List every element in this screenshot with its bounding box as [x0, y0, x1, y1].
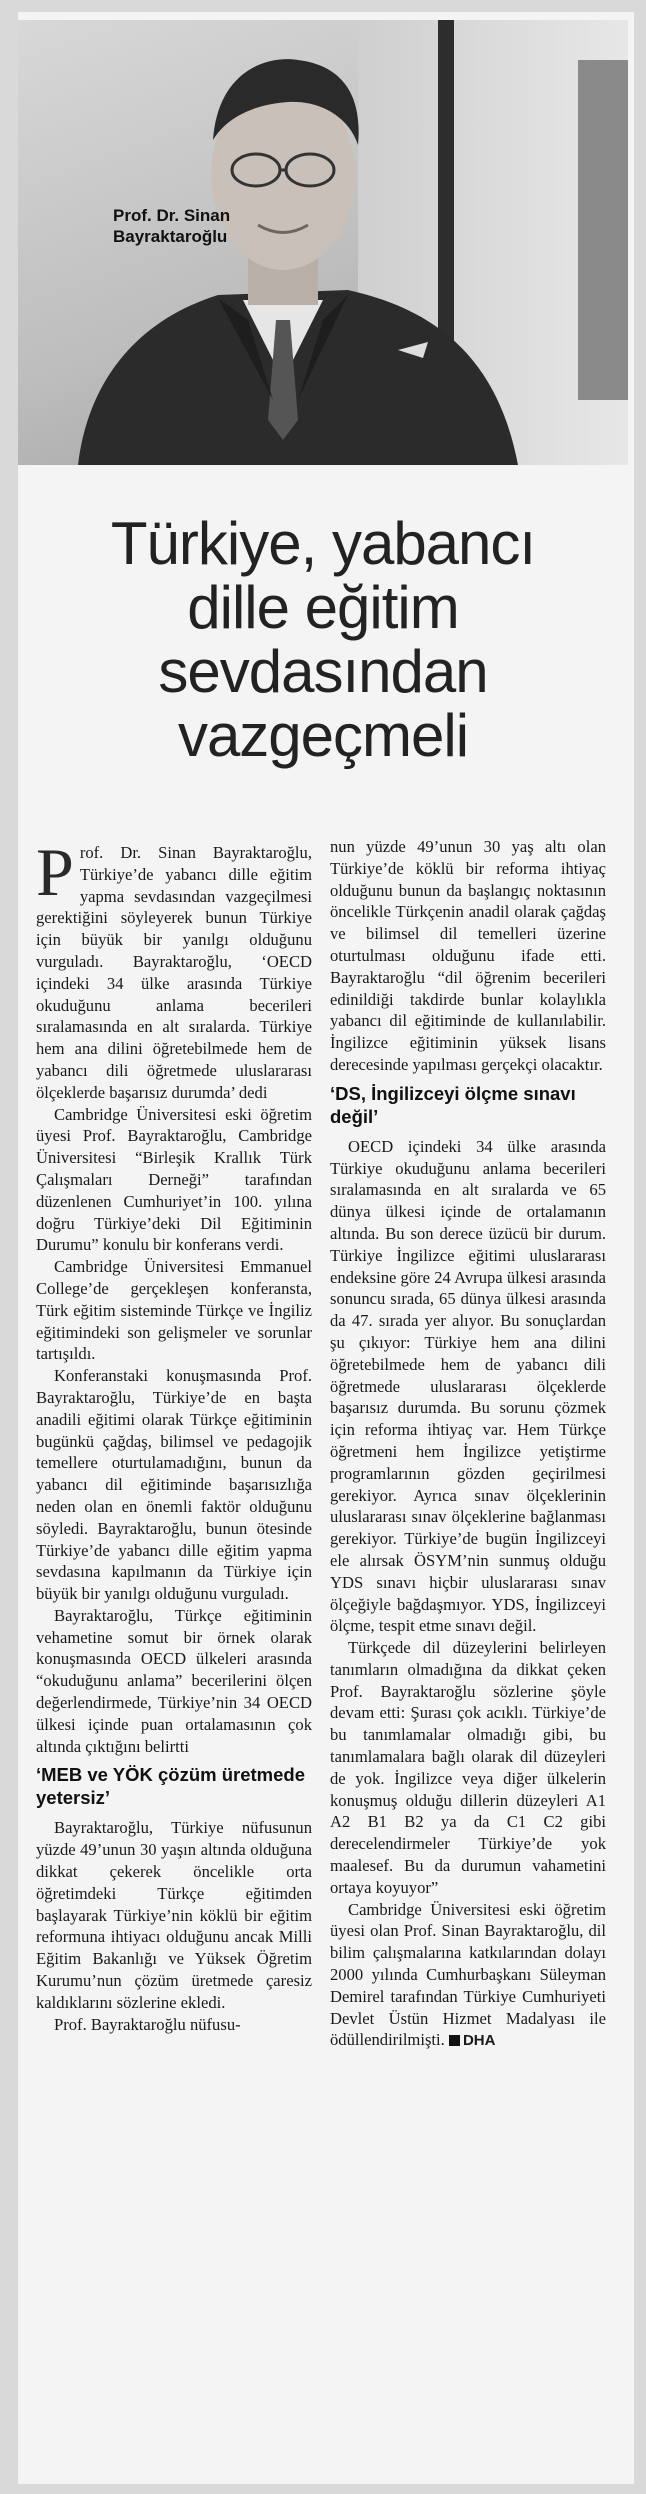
- headline-line-4: vazgeçmeli: [177, 702, 469, 770]
- headline-line-3: sevdasından: [158, 638, 488, 706]
- paragraph-text: rof. Dr. Sinan Bayraktaroğlu, Türkiye’de yabancı dille eğitim yapma sevdasından vazgeçilmesi gerektiğini söyleyerek bunun Türkiye için büyük bir yanılgı olduğunu vurguladı. Bayraktaroğlu, ‘OECD içindeki 34 ülke arasında Türkiye okuduğunu anlama becerileri sıralamasında en alt sıralarda. Türkiye hem ana dilini öğretebilmede hem de yabancı dili öğretmede uluslararası ölçeklerde başarısız durumda’ dedi: [36, 843, 312, 1102]
- man-silhouette: [18, 20, 628, 465]
- subheading: ‘MEB ve YÖK çözüm üretmede yetersiz’: [36, 1764, 306, 1809]
- paragraph: Bayraktaroğlu, Türkiye nüfusunun yüzde 49’unun 30 yaşın altında olduğuna dikkat çekerek öncelikle orta öğretimdeki Türkçe eğitimden başlayarak Türkiye’nin köklü bir eğitim reformuna ihtiyacı olduğunu ancak Milli Eğitim Bakanlığı ve Yüksek Öğretim Kurumu’nun çözüm üretmede çaresiz kaldıklarını sözlerine ekledi.: [36, 1818, 312, 2012]
- paragraph-text: Cambridge Üniversitesi eski öğretim üyesi olan Prof. Sinan Bayraktaroğlu, dil bilim çalışmalarına katkılarından dolayı 2000 yılında Cumhurbaşkanı Süleyman Demirel tarafından Türkiye Cumhuriyeti Devlet Üstün Hizmet Madalyası ile ödüllendirilmişti.: [330, 1899, 606, 2050]
- paragraph: Prof. Bayraktaroğlu nüfusu-: [54, 2014, 241, 2034]
- left-column: [36, 834, 312, 2035]
- paragraph: Konferanstaki konuşmasında Prof. Bayraktaroğlu, Türkiye’de en başta anadili eğitimi olarak Türkçe eğitiminin bugünkü çağdaş, bilimsel ve pedagojik temellere oturtulamadığını, bunun da yabancı dil eğitiminde başarısızlığa neden olan en önemli faktör olduğunu söyledi. Bayraktaroğlu, bunun ötesinde Türkiye’de yabancı dille eğitim yapma sevdasına kapılmanın da Türkiye için büyük bir yanılgı olduğunu vurguladı.: [36, 1366, 312, 1604]
- headline-line-1: Türkiye, yabancı: [110, 510, 536, 578]
- agency-signature: [449, 2032, 496, 2049]
- paragraph: Cambridge Üniversitesi eski öğretim üyesi Prof. Bayraktaroğlu, Cambridge Üniversitesi “Birleşik Krallık Türk Çalışmaları Derneği” tarafından düzenlenen Cumhuriyet’in 100. yılına doğru Türkiye’deki Dil Eğitiminin Durumu” konulu bir konferans verdi.: [36, 1104, 312, 1255]
- right-column: [330, 836, 606, 2052]
- paragraph: Türkçede dil düzeylerini belirleyen tanımların olmadığına da dikkat çeken Prof. Bayraktaroğlu sözlerine şöyle devam etti: Şurası çok acıklı. Türkiye’de bu tanımlamalar olmadığı gibi, bu tanımlamalara bağlı olarak dil düzeyleri de yok. İngilizce veya diğer ülkelerin konuşmuş olduğu dillerin düzeyleri A1 A2 B1 B2 ya da C1 C2 gibi derecelendirmeler Türkiye’de yok maalesef. Bu da durumun vahametini ortaya koyuyor”: [330, 1638, 606, 1897]
- paragraph: OECD içindeki 34 ülke arasında Türkiye okuduğunu anlama becerileri sıralamasında en alt sıralarda ve 65 dünya ülkesi içinde de ortalamanın altında. Bu son derece üzücü bir durum. Türkiye İngilizce eğitimi uluslararası endeksine göre 24 Avrupa ülkesi arasında sonuncu sırada, 65 dünya ülkesi arasında da 47. sırada yer alıyor. Bu sonuçlardan şu çıkıyor: Türkiye hem ana dilini öğretebilmede hem de yabancı dili öğretmede uluslararası ölçeklerde başarısız durumda. Bu sorunu çözmek için reforma ihtiyaç var. Hem Türkçe öğretmeni hem İngilizce yetiştirme programlarının gözden geçirilmesi gerekiyor. Ayrıca sınav ölçeklerinin uluslararası sınav ölçeklerine bağlanması gerekiyor. Türkiye’de bugün İngilizceyi ele alırsak ÖSYM’nin sunmuş olduğu YDS sınavı hiçbir uluslararası sınav ölçeğiyle bağdaşmıyor. YDS, İngilizceyi ölçme, tespit etme sınavı değil.: [330, 1136, 606, 1636]
- caption-line-2: Bayraktaroğlu: [113, 227, 228, 246]
- paragraph: Bayraktaroğlu, Türkçe eğitiminin vehametine somut bir örnek olarak konuşmasında OECD ülkeleri arasında “okuduğunu anlama” becerilerini ölçen değerlendirmede, Türkiye’nin 34 OECD ülkesi içinde puan ortalamasının çok altında çıktığını belirtti: [36, 1605, 312, 1756]
- agency-name: DHA: [462, 2032, 496, 2050]
- square-bullet-icon: [449, 2035, 460, 2046]
- paragraph: Cambridge Üniversitesi Emmanuel College’de gerçekleşen konferansta, Türk eğitim sisteminde Türkçe ve İngiliz eğitimindeki son gelişmeler ve sorunlar tartışıldı.: [36, 1257, 312, 1364]
- closing-paragraph: [330, 1899, 606, 2053]
- headline-line-2: dille eğitim: [187, 574, 459, 642]
- subheading: ‘DS, İngilizceyi ölçme sınavı değil’: [330, 1082, 576, 1127]
- drop-cap: P: [36, 834, 74, 910]
- portrait-photo: [18, 20, 628, 465]
- lead-paragraph: [36, 834, 312, 1104]
- paragraph: nun yüzde 49’unun 30 yaş altı olan Türkiye’de köklü bir reforma ihtiyaç olduğunu bunun da başlangıç noktasının öncelikle Türkçenin anadil olarak çağdaş ve bilimsel dil temelleri üzerine oturtulması olduğunu ifade etti. Bayraktaroğlu “dil öğrenim becerileri edinildiği takdirde bunlar kolaylıkla yabancı dil eğitiminde de kullanılabilir. İngilizce eğitiminin yüksek lisans derecesinde yapılması gerçekçi olacaktır.: [330, 837, 606, 1074]
- caption-line-1: Prof. Dr. Sinan: [113, 206, 231, 225]
- photo-caption: [113, 205, 293, 247]
- headline: [28, 512, 618, 768]
